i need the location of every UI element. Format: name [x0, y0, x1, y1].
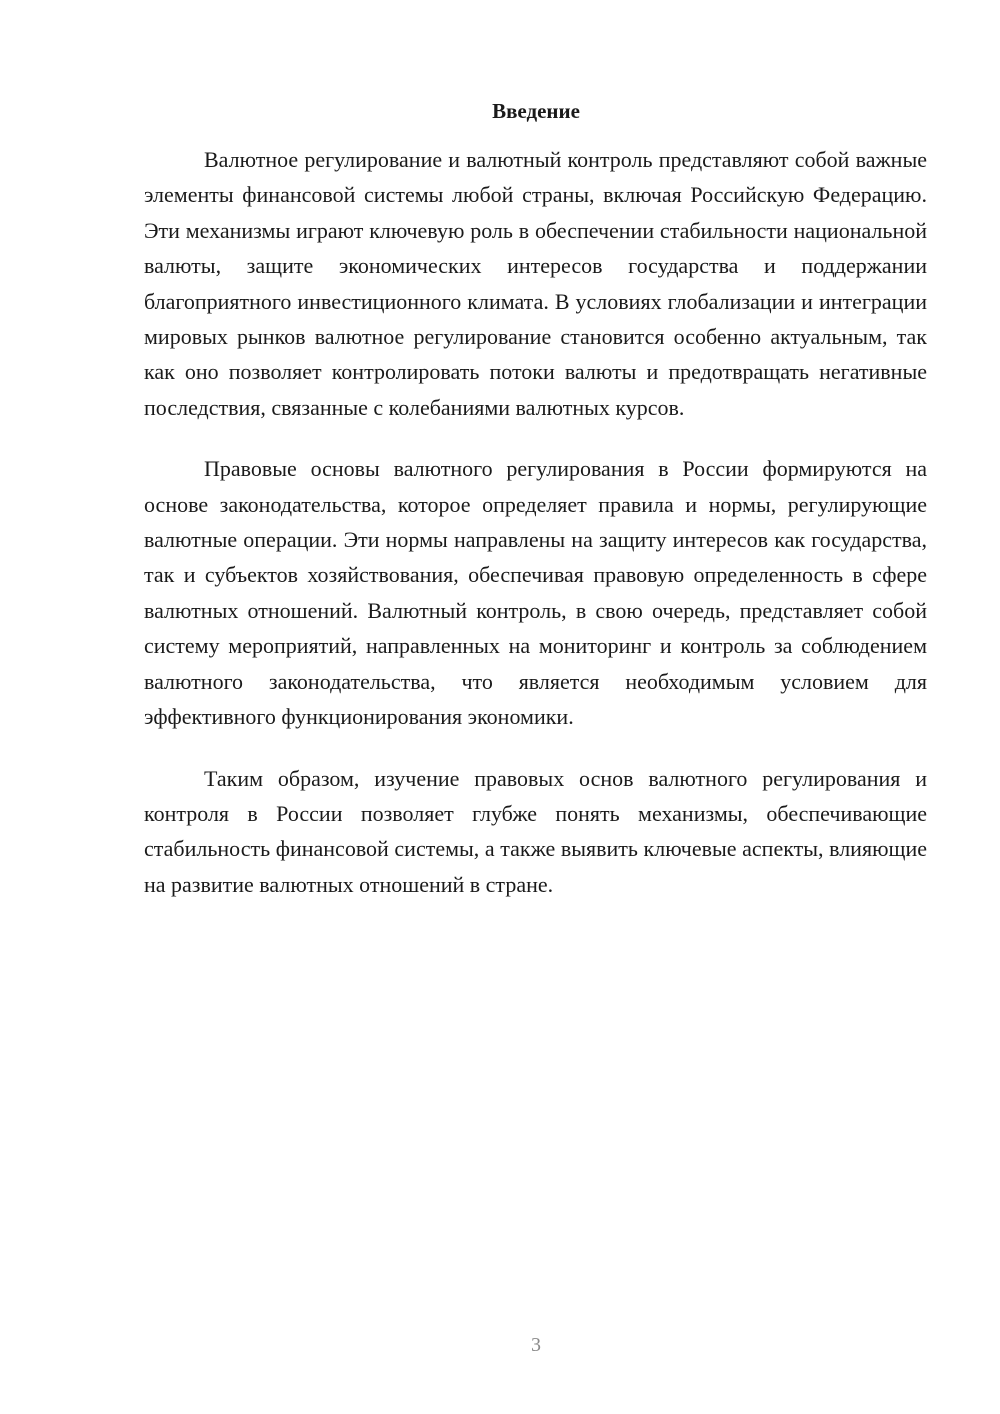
paragraph-2: Правовые основы валютного регулирования в России формируются на основе законодательства, которое определяет правила и нормы, регулирующие валютные операции. Эти нормы направлены на защиту интересов как государства, так и субъектов хозяйствования, обеспечивая правовую определенность в сфере валютных отношений. Валютный контроль, в свою очередь, представляет собой систему мероприятий, направленных на мониторинг и контроль за соблюдением валютного законодательства, что является необходимым условием для эффективного функционирования экономики.: [144, 456, 927, 730]
paragraph-1: Валютное регулирование и валютный контроль представляют собой важные элементы финансовой системы любой страны, включая Российскую Федерацию. Эти механизмы играют ключевую роль в обеспечении стабильности национальной валюты, защите экономических интересов государства и поддержании благоприятного инвестиционного климата. В условиях глобализации и интеграции мировых рынков валютное регулирование становится особенно актуальным, так как оно позволяет контролировать потоки валюты и предотвращать негативные последствия, связанные с колебаниями валютных курсов.: [144, 147, 927, 420]
page-number: 3: [531, 1334, 541, 1356]
paragraph-3: Таким образом, изучение правовых основ валютного регулирования и контроля в России позволяет глубже понять механизмы, обеспечивающие стабильность финансовой системы, а также выявить ключевые аспекты, влияющие на развитие валютных отношений в стране.: [144, 765, 927, 897]
body-text: [144, 142, 927, 928]
page-title: Введение: [492, 99, 580, 123]
